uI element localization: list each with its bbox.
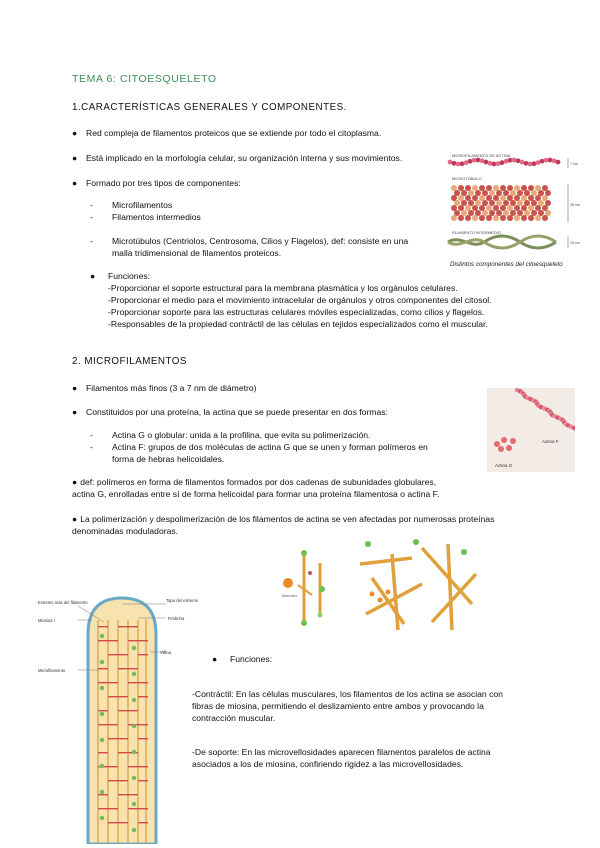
cytoskeleton-components-figure [440, 148, 580, 270]
figure-caption: Distintos componentes del citoesqueleto [450, 261, 563, 268]
page-title: TEMA 6: CITOESQUELETO [72, 73, 217, 85]
component-1: - Microfilamentos [90, 200, 173, 210]
svg-text:25 nm: 25 nm [570, 203, 580, 207]
component-3: - Microtúbulos (Centriolos, Centrosoma, Cilios y Flagelos), def: consiste en una [90, 236, 409, 246]
actin-g-label: Actina G [495, 463, 513, 468]
soporte-line-1: -De soporte: En las microvellosidades aparecen filamentos paralelos de actina [192, 747, 491, 757]
s1-bullet-2: ● Está implicado en la morfología celular, su organización interna y sus movimientos. [72, 153, 403, 163]
s1-funciones-label: ● Funciones: [90, 271, 151, 281]
label-extremo-mas: Extremo más del filamento [38, 600, 88, 605]
microtubule-illustration [451, 185, 551, 221]
figure-label-actin: MICROFILAMENTO DE ACTINA [452, 153, 511, 158]
s1-funcion-2: -Proporcionar el medio para el movimiento intracelular de orgánulos y otros componentes del citosol. [108, 295, 492, 305]
s1-funcion-1: -Proporcionar el soporte estructural para la membrana plasmática y los orgánulos celulares. [108, 283, 458, 293]
actin-form-2-cont: forma de hebras helicoidales. [112, 454, 225, 464]
component-3-cont: malla tridimensional de filamentos proteicos. [112, 248, 282, 258]
actin-f-label: Actina F [542, 439, 559, 444]
svg-text:7 nm: 7 nm [570, 162, 578, 166]
label-tapa-extremo: Tapa del extremo [166, 598, 198, 603]
contractil-line-3: contracción muscular. [192, 713, 276, 723]
label-villina: Villina [160, 650, 172, 655]
s1-bullet-3: ● Formado por tres tipos de componentes: [72, 178, 241, 188]
figure-label-intermediate: FILAMENTO INTERMEDIO [452, 230, 502, 235]
section2-heading: 2. MICROFILAMENTOS [72, 356, 187, 367]
s1-bullet-1: ● Red compleja de filamentos proteicos que se extiende por todo el citoplasma. [72, 128, 382, 138]
label-fimbrina: Fimbrina [168, 616, 185, 621]
contractil-line-2: fibras de miosina, permitiendo el deslizamiento entre ambos y provocando la [192, 701, 484, 711]
s2-poly-line-2: denominadas moduladoras. [72, 526, 179, 536]
s2-poly-line-1: ● La polimerización y despolimerización de los filamentos de actina se ven afectadas por numerosas proteínas [72, 514, 495, 524]
microvillus-figure [38, 596, 198, 844]
actin-form-1: - Actina G o globular: unida a la profilina, que evita su polimerización. [90, 430, 371, 440]
label-miosina: Miosina I [38, 618, 55, 623]
s1-funcion-3: -Proporcionar soporte para las estructuras celulares móviles especializadas, como cilios y flagelos. [108, 307, 485, 317]
soporte-line-2: asociados a los de miosina, confiriendo rigidez a las microvellosidades. [192, 759, 464, 769]
modulator-proteins-figure [280, 543, 344, 633]
actin-f-g-figure [487, 388, 575, 472]
svg-text:10 nm: 10 nm [570, 241, 580, 245]
actin-form-2: - Actina F: grupos de dos moléculas de actina G que se unen y forman polímeros en [90, 442, 428, 452]
section1-heading: 1.CARACTERÍSTICAS GENERALES Y COMPONENTES. [72, 102, 347, 113]
s2-bullet-1: ● Filamentos más finos (3 a 7 nm de diámetro) [72, 383, 257, 393]
s2-def-line-2: actina G, enrolladas entre sí de forma helicoidal para formar una proteína filamentosa o actina F. [72, 489, 440, 499]
s2-funciones-label: ● Funciones: [212, 654, 273, 664]
s2-def-line-1: ● def: polímeros en forma de filamentos formados por dos cadenas de subunidades globulares, [72, 477, 437, 487]
svg-text:Monómero: Monómero [282, 594, 298, 598]
s1-funcion-4: -Responsables de la propiedad contráctil de las células en tejidos especializados como el muscular. [108, 319, 488, 329]
intermediate-filament-illustration [448, 236, 556, 248]
contractil-line-1: -Contráctil: En las células musculares, los filamentos de los actina se asocian con [192, 689, 503, 699]
component-2: - Filamentos intermedios [90, 212, 201, 222]
actin-filament-illustration [448, 158, 561, 167]
label-microfilamento: Microfilamento [38, 668, 66, 673]
s2-bullet-2: ● Constituidos por una proteína, la actina que se puede presentar en dos formas: [72, 407, 388, 417]
actin-network-figure [352, 534, 482, 634]
figure-label-microtubule: MICROTÚBULO [452, 176, 482, 181]
